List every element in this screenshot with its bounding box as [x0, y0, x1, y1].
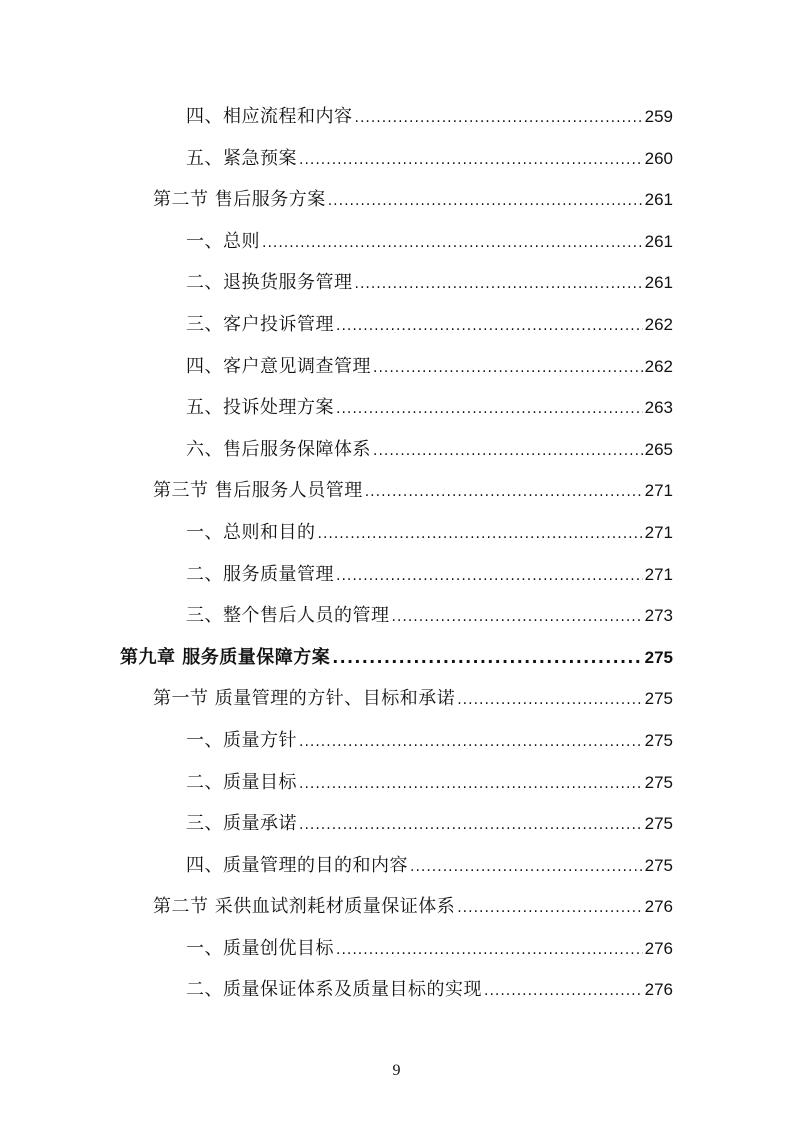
toc-dot-leader: [373, 346, 643, 390]
toc-dot-leader: [262, 221, 643, 265]
toc-entry-label: 二、服务质量管理: [186, 563, 334, 585]
toc-dot-leader: [299, 803, 643, 847]
toc-entry-page: 260: [644, 148, 673, 168]
toc-entry-page: 261: [644, 190, 673, 210]
toc-entry[interactable]: [0, 387, 793, 429]
toc-dot-leader: [355, 262, 643, 306]
toc-entry-label: 一、质量创优目标: [186, 937, 334, 959]
toc-entry-label: 二、质量目标: [186, 771, 297, 793]
toc-entry-label: 第三节 售后服务人员管理: [153, 480, 363, 502]
toc-entry-page: 273: [644, 606, 673, 626]
toc-entry-page: 275: [644, 647, 673, 667]
toc-entry-page: 263: [644, 398, 673, 418]
toc-entry[interactable]: [0, 138, 793, 180]
toc-entry[interactable]: [0, 470, 793, 512]
toc-entry-page: 275: [644, 730, 673, 750]
toc-entry-page: 265: [644, 439, 673, 459]
toc-entry-page: 275: [644, 855, 673, 875]
toc-entry-label: 三、客户投诉管理: [186, 313, 334, 335]
toc-entry-label: 五、投诉处理方案: [186, 397, 334, 419]
toc-entry-label: 第二节 采供血试剂耗材质量保证体系: [153, 896, 456, 918]
toc-entry[interactable]: [0, 762, 793, 804]
toc-entry-label: 四、质量管理的目的和内容: [186, 854, 408, 876]
toc-dot-leader: [484, 969, 643, 1013]
toc-entry[interactable]: [0, 96, 793, 138]
toc-entry[interactable]: [0, 928, 793, 970]
toc-entry-page: 275: [644, 772, 673, 792]
toc-entry[interactable]: [0, 179, 793, 221]
toc-entry-label: 一、总则: [186, 230, 260, 252]
toc-dot-leader: [299, 720, 643, 764]
toc-entry[interactable]: [0, 346, 793, 388]
toc-entry-page: 271: [644, 481, 673, 501]
toc-dot-leader: [457, 678, 642, 722]
toc-entry-page: 262: [644, 356, 673, 376]
toc-entry-page: 276: [644, 897, 673, 917]
toc-dot-leader: [410, 845, 643, 889]
toc-entry[interactable]: [0, 304, 793, 346]
toc-entry[interactable]: [0, 886, 793, 928]
toc-chapter-entry[interactable]: [0, 637, 793, 679]
toc-entry[interactable]: [0, 595, 793, 637]
toc-entry[interactable]: [0, 221, 793, 263]
toc-entry-page: 261: [644, 231, 673, 251]
toc-entry[interactable]: [0, 845, 793, 887]
toc-entry-label: 四、客户意见调查管理: [186, 355, 371, 377]
toc-entry-page: 275: [644, 814, 673, 834]
toc-entry-page: 261: [644, 273, 673, 293]
toc-entry[interactable]: [0, 720, 793, 762]
toc-dot-leader: [336, 554, 643, 598]
toc-dot-leader: [336, 387, 643, 431]
toc-entry-page: 275: [644, 689, 673, 709]
toc-entry-label: 五、紧急预案: [186, 147, 297, 169]
toc-entry-page: 271: [644, 522, 673, 542]
toc-entry-page: 262: [644, 314, 673, 334]
toc-entry[interactable]: [0, 429, 793, 471]
toc-entry[interactable]: [0, 678, 793, 720]
toc-entry-label: 六、售后服务保障体系: [186, 438, 371, 460]
toc-entry-label: 三、整个售后人员的管理: [186, 605, 390, 627]
toc-entry[interactable]: [0, 512, 793, 554]
toc-entry[interactable]: [0, 969, 793, 1011]
toc-entry-page: 259: [644, 107, 673, 126]
toc-entry-label: 第九章 服务质量保障方案: [120, 646, 331, 668]
toc-dot-leader: [332, 637, 642, 679]
toc-dot-leader: [318, 512, 643, 556]
toc-entry[interactable]: [0, 554, 793, 596]
toc-dot-leader: [328, 179, 643, 223]
table-of-contents: [0, 96, 793, 1011]
toc-dot-leader: [299, 762, 643, 806]
toc-entry-label: 二、质量保证体系及质量目标的实现: [186, 979, 482, 1001]
toc-dot-leader: [336, 304, 643, 348]
page-number: 9: [392, 1062, 401, 1079]
toc-dot-leader: [457, 886, 642, 930]
toc-dot-leader: [299, 138, 643, 182]
toc-entry-page: 276: [644, 938, 673, 958]
toc-dot-leader: [355, 96, 643, 140]
toc-entry-label: 二、退换货服务管理: [186, 272, 353, 294]
toc-dot-leader: [373, 429, 643, 473]
toc-entry-label: 一、质量方针: [186, 729, 297, 751]
toc-entry-page: 276: [644, 980, 673, 1000]
toc-entry-label: 第二节 售后服务方案: [153, 189, 326, 211]
toc-entry[interactable]: [0, 803, 793, 845]
toc-dot-leader: [392, 595, 643, 639]
toc-dot-leader: [365, 470, 643, 514]
toc-entry-label: 三、质量承诺: [186, 813, 297, 835]
toc-entry-label: 四、相应流程和内容: [186, 106, 353, 127]
toc-entry-label: 一、总则和目的: [186, 521, 316, 543]
toc-entry-page: 271: [644, 564, 673, 584]
toc-entry[interactable]: [0, 262, 793, 304]
toc-dot-leader: [336, 928, 643, 972]
toc-entry-label: 第一节 质量管理的方针、目标和承诺: [153, 688, 456, 710]
